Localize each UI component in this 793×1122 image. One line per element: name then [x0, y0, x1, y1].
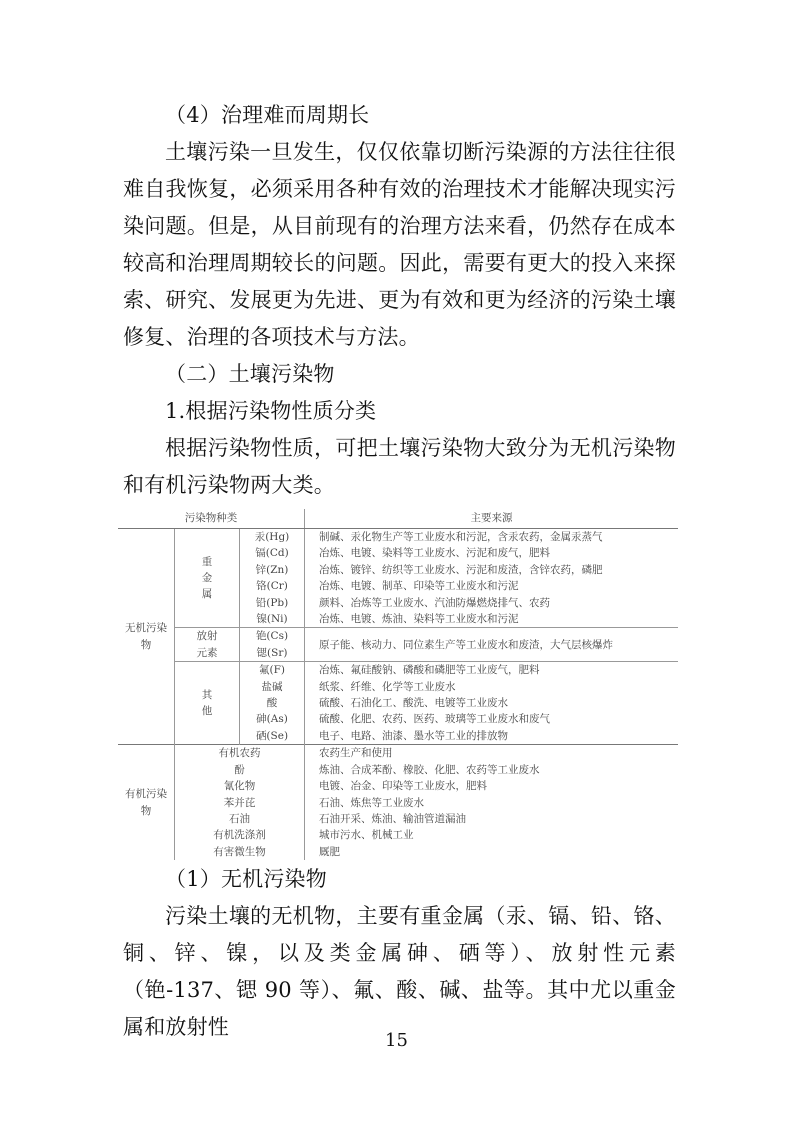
pollutant-source: 纸浆、纤维、化学等工业废水 — [305, 679, 679, 695]
heading-treatment-difficulty: （4）治理难而周期长 — [165, 103, 370, 127]
pollutant-table — [118, 509, 678, 860]
pollutant-source: 原子能、核动力、同位素生产等工业废水和废渣，大气层核爆炸 — [305, 628, 679, 662]
pollutant-source: 冶炼、电镀、炼油、染料等工业废水和污泥 — [305, 611, 679, 628]
table-row — [118, 778, 678, 794]
pollutant-name: 氰化物 — [175, 778, 305, 794]
table-row — [118, 662, 678, 679]
pollutant-source: 炼油、合成苯酚、橡胶、化肥、农药等工业废水 — [305, 762, 679, 778]
table-header — [118, 509, 678, 529]
group-heavy-metal: 重 金 属 — [175, 529, 240, 628]
pollutant-source: 硫酸、石油化工、酸洗、电镀等工业废水 — [305, 695, 679, 711]
table-row — [118, 762, 678, 778]
table-row — [118, 844, 678, 860]
pollutant-source: 厩肥 — [305, 844, 679, 860]
pollutant-name: 镉(Cd) — [240, 545, 305, 561]
heading-inorganic: （1）无机污染物 — [165, 867, 327, 891]
pollutant-source: 制碱、汞化物生产等工业废水和污泥，含汞农药，金属汞蒸气 — [305, 529, 679, 546]
table-row — [118, 811, 678, 827]
pollutant-name: 锌(Zn) — [240, 562, 305, 578]
paragraph-treatment: 土壤污染一旦发生，仅仅依靠切断污染源的方法往往很难自我恢复，必须采用各种有效的治理技术才能解决现实污染问题。但是，从目前现有的治理方法来看，仍然存在成本较高和治理周期较长的问题。因此，需要有更大的投入来探索、研究、发展更为先进、更为有效和更为经济的污染土壤修复、治理的各项技术与方法。 — [123, 140, 676, 349]
inorganic-label: 无机污染物 — [125, 622, 167, 651]
pollutant-source: 石油、炼焦等工业废水 — [305, 795, 679, 811]
pollutant-name: 酚 — [175, 762, 305, 778]
pollutant-name: 铅(Pb) — [240, 595, 305, 611]
paragraph-classification: 根据污染物性质，可把土壤污染物大致分为无机污染物和有机污染物两大类。 — [123, 436, 676, 497]
pollutant-name: 酸 — [240, 695, 305, 711]
pollutant-name: 有机农药 — [175, 745, 305, 762]
paragraph-inorganic: 污染土壤的无机物，主要有重金属（汞、镉、铅、铬、铜、锌、镍，以及类金属砷、硒等）、放射性元素（铯-137、锶 90 等）、氟、酸、碱、盐等。其中尤以重金属和放射性 — [123, 904, 676, 1039]
table-row — [118, 827, 678, 843]
pollutant-name: 有机洗涤剂 — [175, 827, 305, 843]
pollutant-source: 冶炼、电镀、染料等工业废水、污泥和废气，肥料 — [305, 545, 679, 561]
pollutant-source: 电子、电路、油漆、墨水等工业的排放物 — [305, 728, 679, 745]
pollutant-name: 汞(Hg) — [240, 529, 305, 546]
pollutant-name: 苯并芘 — [175, 795, 305, 811]
header-source: 主要来源 — [305, 509, 679, 529]
table-row — [118, 628, 678, 645]
pollutant-name: 砷(As) — [240, 711, 305, 727]
heading-classification: 1.根据污染物性质分类 — [165, 399, 377, 423]
pollutant-name: 石油 — [175, 811, 305, 827]
table-row — [118, 529, 678, 546]
pollutant-name: 硒(Se) — [240, 728, 305, 745]
pollutant-name: 铬(Cr) — [240, 578, 305, 594]
pollutant-name: 氟(F) — [240, 662, 305, 679]
pollutant-name: 铯(Cs) — [240, 628, 305, 645]
pollutant-source: 冶炼、镀锌、纺织等工业废水、污泥和废渣，含锌农药，磷肥 — [305, 562, 679, 578]
pollutant-source: 冶炼、电镀、制革、印染等工业废水和污泥 — [305, 578, 679, 594]
pollutant-source: 石油开采、炼油、输油管道漏油 — [305, 811, 679, 827]
pollutant-source: 颜料、冶炼等工业废水、汽油防爆燃烧排气、农药 — [305, 595, 679, 611]
pollutant-name: 有害微生物 — [175, 844, 305, 860]
organic-label: 有机污染物 — [118, 745, 175, 860]
pollutant-source: 硫酸、化肥、农药、医药、玻璃等工业废水和废气 — [305, 711, 679, 727]
table-row — [118, 795, 678, 811]
pollutant-name: 锶(Sr) — [240, 645, 305, 662]
pollutant-source: 农药生产和使用 — [305, 745, 679, 762]
pollutant-name: 镍(Ni) — [240, 611, 305, 628]
pollutant-source: 冶炼、氟硅酸钠、磷酸和磷肥等工业废气，肥料 — [305, 662, 679, 679]
heading-soil-pollutants: （二）土壤污染物 — [165, 362, 335, 386]
group-radioactive: 放射 元素 — [175, 628, 240, 662]
header-type: 污染物种类 — [118, 509, 305, 529]
page-number: 15 — [385, 1030, 408, 1051]
table-row — [118, 745, 678, 762]
pollutant-source: 城市污水、机械工业 — [305, 827, 679, 843]
pollutant-source: 电镀、冶金、印染等工业废水，肥料 — [305, 778, 679, 794]
pollutant-name: 盐碱 — [240, 679, 305, 695]
group-other: 其 他 — [175, 662, 240, 745]
